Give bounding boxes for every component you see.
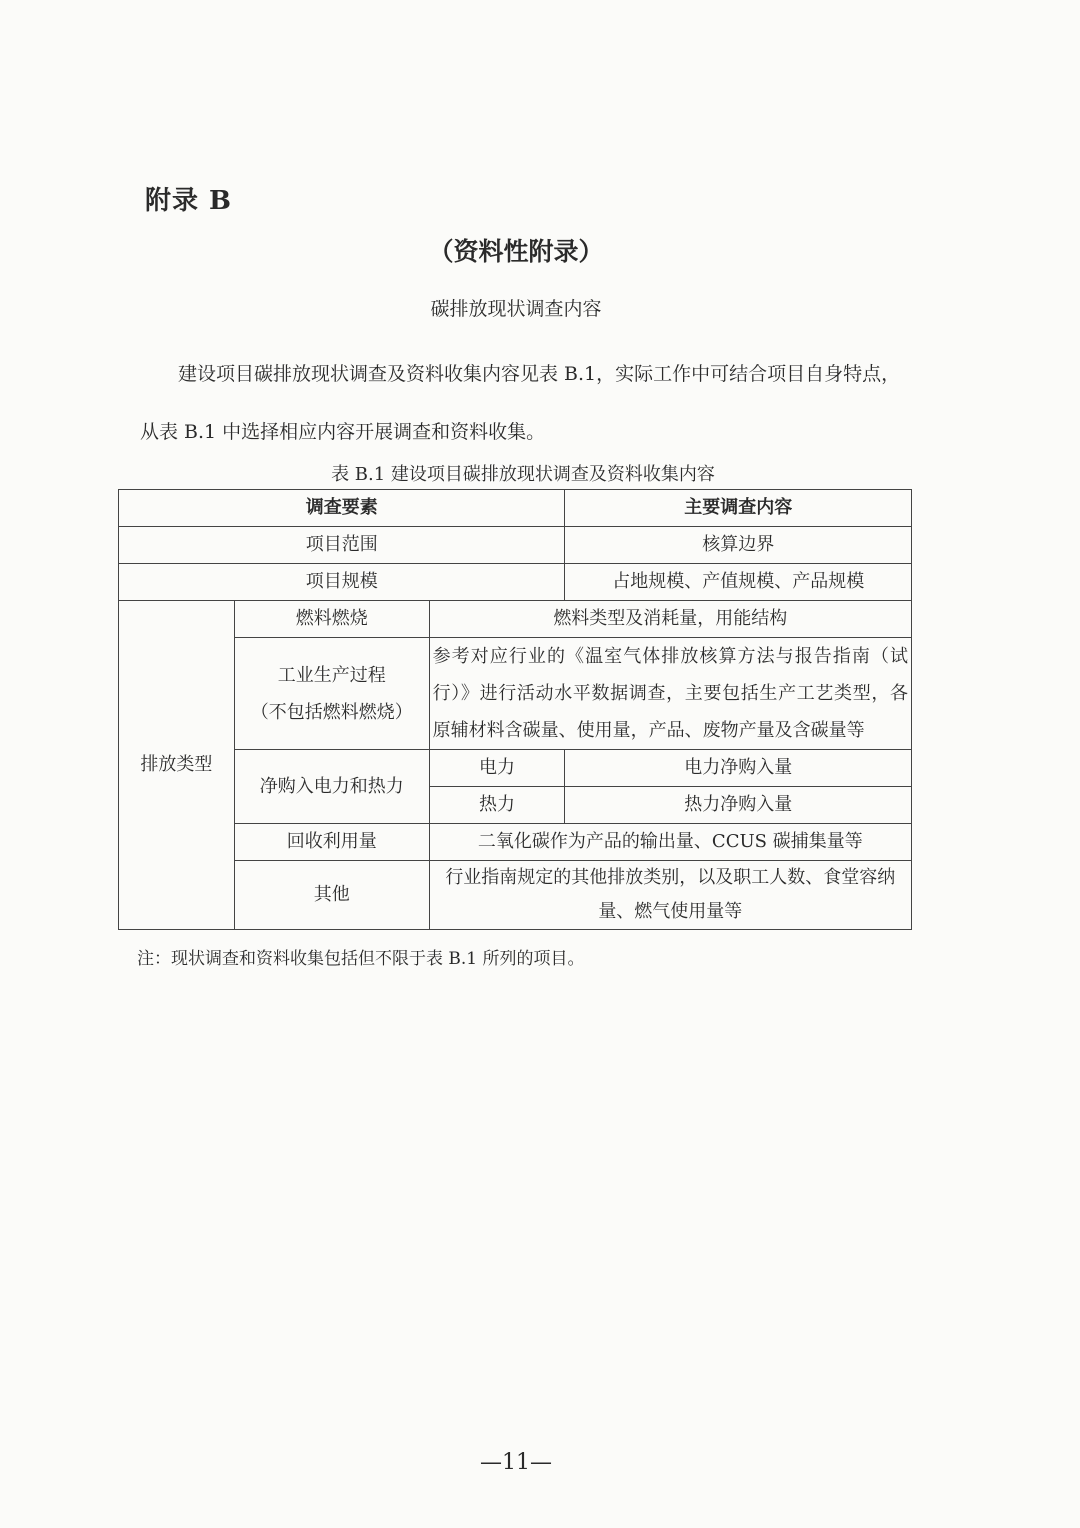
row-heat-content: 热力净购入量: [565, 787, 912, 824]
table-row: [119, 750, 912, 787]
row-scope-content: 核算边界: [565, 527, 912, 564]
table-caption: 表 B.1 建设项目碳排放现状调查及资料收集内容: [331, 464, 715, 485]
row-fuel-element: 燃料燃烧: [234, 601, 429, 638]
table-row: [119, 861, 912, 930]
row-scope-element: 项目范围: [119, 527, 565, 564]
row-recovery-content: 二氧化碳作为产品的输出量、CCUS 碳捕集量等: [429, 824, 911, 861]
table-note: 注：现状调查和资料收集包括但不限于表 B.1 所列的项目。: [137, 949, 585, 969]
table-row: [119, 638, 912, 750]
row-electricity-label: 电力: [429, 750, 565, 787]
row-recovery-element: 回收利用量: [234, 824, 429, 861]
row-heat-label: 热力: [429, 787, 565, 824]
row-other-element: 其他: [234, 861, 429, 930]
intro-paragraph: 建设项目碳排放现状调查及资料收集内容见表 B.1，实际工作中可结合项目自身特点，从表 B.1 中选择相应内容开展调查和资料收集。: [140, 363, 901, 443]
table-header-row: [119, 490, 912, 527]
table-row: [119, 564, 912, 601]
page-number: —11—: [480, 1450, 552, 1475]
table-row: [119, 824, 912, 861]
row-industrial-content: 参考对应行业的《温室气体排放核算方法与报告指南（试行）》进行活动水平数据调查，主要包括生产工艺类型，各原辅材料含碳量、使用量，产品、废物产量及含碳量等: [429, 638, 911, 750]
appendix-subtitle: （资料性附录）: [428, 237, 604, 266]
row-fuel-content: 燃料类型及消耗量，用能结构: [429, 601, 911, 638]
header-survey-content: 主要调查内容: [565, 490, 912, 527]
table-row: [119, 601, 912, 638]
section-title: 碳排放现状调查内容: [430, 298, 602, 320]
row-scale-element: 项目规模: [119, 564, 565, 601]
row-scale-content: 占地规模、产值规模、产品规模: [565, 564, 912, 601]
row-industrial-element: [234, 638, 429, 750]
survey-table: [118, 489, 912, 930]
row-other-content: 行业指南规定的其他排放类别，以及职工人数、食堂容纳量、燃气使用量等: [429, 861, 911, 930]
emission-type-cell: 排放类型: [119, 601, 235, 930]
row-electricity-content: 电力净购入量: [565, 750, 912, 787]
row-purchased-element: 净购入电力和热力: [234, 750, 429, 824]
industrial-element-line2: （不包括燃料燃烧）: [250, 701, 413, 723]
appendix-title: 附录 B: [145, 186, 233, 216]
table-row: [119, 527, 912, 564]
header-survey-element: 调查要素: [119, 490, 565, 527]
industrial-element-line1: 工业生产过程: [277, 664, 386, 686]
